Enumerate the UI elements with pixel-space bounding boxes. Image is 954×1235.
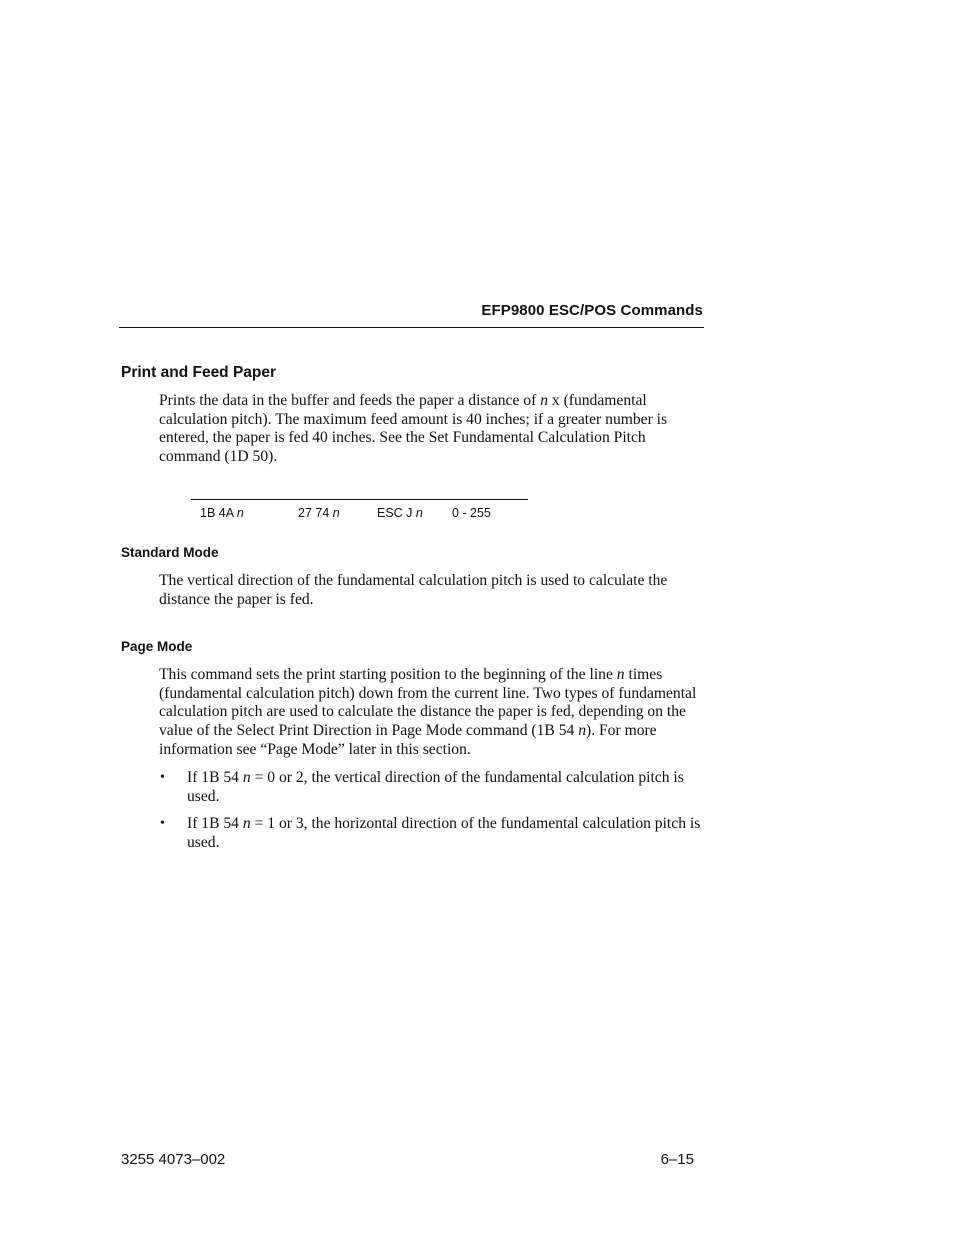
- footer-doc-number: 3255 4073–002: [121, 1151, 226, 1168]
- bullet-item-1: If 1B 54 n = 0 or 2, the vertical direction of the fundamental calculation pitch is used.: [187, 769, 684, 805]
- command-ascii: ESC J n: [377, 506, 423, 520]
- running-header: EFP9800 ESC/POS Commands: [481, 302, 703, 319]
- command-range: 0 - 255: [452, 506, 491, 520]
- standard-mode-paragraph: The vertical direction of the fundamental calculation pitch is used to calculate the distance the paper is fed.: [159, 572, 668, 608]
- command-decimal: 27 74 n: [298, 506, 340, 520]
- section-title: Print and Feed Paper: [121, 364, 277, 381]
- page-mode-paragraph: This command sets the print starting position to the beginning of the line n times (fundamental calculation pitch) down from the current line. Two types of fundamental calculation pitch are used to calculate the distance the paper is fed, depending on the value of the Select Print Direction in Page Mode command (1B 54 n). For more information see “Page Mode” later in this section.: [159, 666, 697, 758]
- header-rule: [119, 327, 704, 328]
- command-hex: 1B 4A n: [200, 506, 244, 520]
- standard-mode-title: Standard Mode: [121, 545, 219, 560]
- bullet-marker: •: [160, 770, 165, 785]
- command-table-rule: [191, 499, 528, 500]
- bullet-item-2: If 1B 54 n = 1 or 3, the horizontal direction of the fundamental calculation pitch is used.: [187, 815, 701, 851]
- page-mode-title: Page Mode: [121, 639, 193, 654]
- bullet-marker: •: [160, 816, 165, 831]
- footer-page-number: 6–15: [660, 1151, 694, 1168]
- intro-paragraph: Prints the data in the buffer and feeds the paper a distance of n x (fundamental calculation pitch). The maximum feed amount is 40 inches; if a greater number is entered, the paper is fed 40 inches. See the Set Fundamental Calculation Pitch command (1D 50).: [159, 392, 668, 466]
